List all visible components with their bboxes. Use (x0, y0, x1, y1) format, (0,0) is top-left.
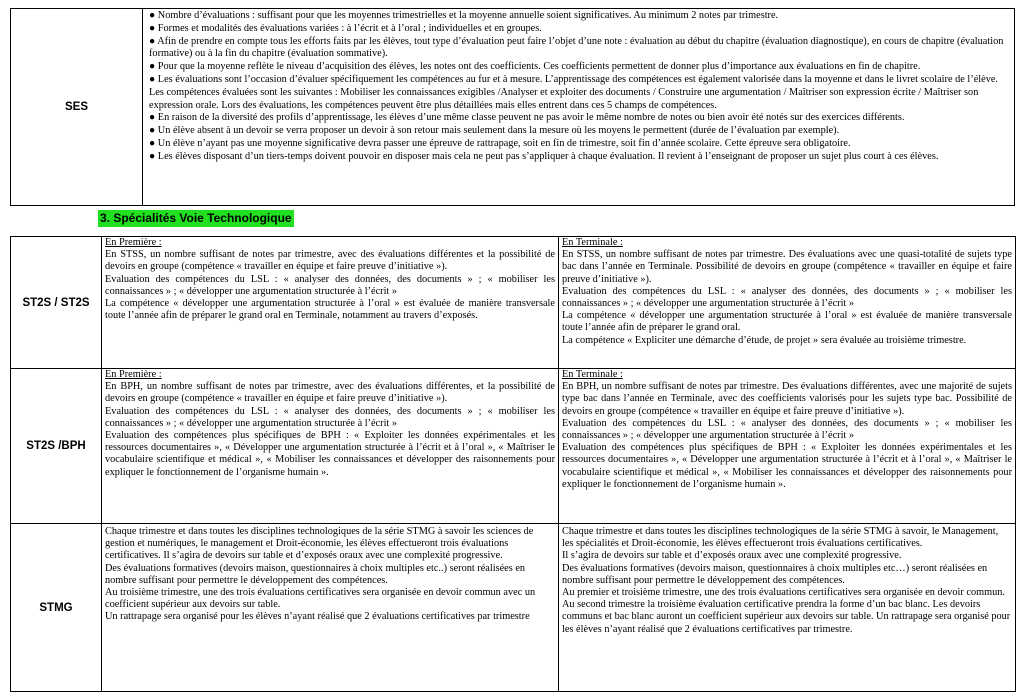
ses-table (10, 8, 1015, 206)
tech-table (10, 236, 1016, 692)
premiere-cell (102, 237, 559, 369)
cell-paragraph: La compétence « développer une argumentation structurée à l’oral » est évaluée de manière transversale toute l’année afin de préparer le grand oral. (562, 310, 1012, 334)
section-heading: 3. Spécialités Voie Technologique (100, 211, 292, 225)
ses-bullet: ● Les élèves disposant d’un tiers-temps doivent pouvoir en disposer mais cela ne peut pas s’appliquer à chaque évaluation. Il revient à l’enseignant de proposer un sujet plus court à ces élèves. (149, 150, 939, 162)
cell-paragraph: Evaluation des compétences du LSL : « analyser des données, des documents » ; « mobiliser les connaissances » ; « développer une argumentation structurée à l’écrit » (105, 273, 555, 297)
ses-content (143, 9, 1015, 206)
cell-paragraph: Chaque trimestre et dans toutes les disciplines technologiques de la série STMG à savoir, le Management, les spécialités et Droit-économie, les élèves effectueront trois évaluations certificatives. (562, 526, 999, 550)
cell-paragraph: La compétence « développer une argumentation structurée à l’oral » est évaluée de manière transversale toute l’année afin de préparer le grand oral en Terminale, notamment au travers d’exposés. (105, 298, 555, 322)
cell-paragraph: Au premier et troisième trimestre, une des trois évaluations certificatives sera organisée en devoir commun. (562, 587, 1005, 599)
premiere-cell (102, 369, 559, 524)
cell-paragraph: En BPH, un nombre suffisant de notes par trimestre, avec des évaluations différentes, et la possibilité de devoirs en groupe (compétence « travailler en équipe et faire preuve d’initiative »). (105, 381, 555, 405)
ses-bullet: ● Un élève n’ayant pas une moyenne significative devra passer une épreuve de rattrapage, soit en fin de trimestre, soit fin d’année scolaire. Cette épreuve sera obligatoire. (149, 137, 851, 149)
cell-paragraph: En BPH, un nombre suffisant de notes par trimestre. Des évaluations différentes, avec une majorité de sujets type bac dans l’année en Terminale, avec des coefficients valorisés pour les sujets type bac. Possibilité de devoirs en groupe (compétence « travailler en équipe et faire preuve d’initiative »). (562, 381, 1012, 417)
ses-bullet: ● Pour que la moyenne reflète le niveau d’acquisition des élèves, les notes ont des coefficients. Ces coefficients permettent de donner plus d’importance aux évaluations en fin de chapitre. (149, 61, 921, 73)
ses-bullet: ● Formes et modalités des évaluations variées : à l’écrit et à l’oral ; individuelles et en groupes. (149, 22, 542, 34)
cell-paragraph: Evaluation des compétences plus spécifiques de BPH : « Exploiter les données expérimentales et les ressources documentaires », « Développer une argumentation structurée à l’écrit et à l’oral », « Maîtriser le vocabulaire scientifique et médical », « Mobiliser les connaissances et développer des raisonnements pour expliquer le fonctionnement de l’organisme humain ». (105, 430, 555, 478)
cell-paragraph: Il s’agira de devoirs sur table et d’exposés oraux avec une complexité progressive. (562, 550, 902, 562)
row-label: STMG (11, 524, 102, 692)
terminale-cell (559, 369, 1016, 524)
cell-paragraph: Chaque trimestre et dans toutes les disciplines technologiques de la série STMG à savoir les sciences de gestion et numériques, le management et Droit-économie, les élèves effectueront trois évaluations certificatives. Il s’agira de devoirs sur table et d’exposés oraux avec une complexité progressive. (105, 526, 534, 562)
cell-title: En Première : (105, 237, 162, 248)
cell-paragraph: La compétence « Expliciter une démarche d’étude, de projet » sera évaluée au troisième trimestre. (562, 334, 967, 346)
cell-title: En Terminale : (562, 237, 623, 248)
cell-paragraph: Evaluation des compétences du LSL : « analyser des données, des documents » ; « mobiliser les connaissances » ; « développer une argumentation structurée à l’écrit » (562, 417, 1012, 442)
row-label: ST2S / ST2S (11, 237, 102, 369)
cell-title: En Première : (105, 369, 162, 380)
cell-paragraph: Un rattrapage sera organisé pour les élèves n’ayant réalisé que 2 évaluations certificatives par trimestre (105, 611, 530, 623)
ses-bullet: ● Nombre d’évaluations : suffisant pour que les moyennes trimestrielles et la moyenne annuelle soient significatives. Au minimum 2 notes par trimestre. (149, 10, 779, 21)
row-label: ST2S /BPH (11, 369, 102, 524)
ses-bullet: ● Un élève absent à un devoir se verra proposer un devoir à son retour mais seulement dans la mesure où les moyens le permettent (durée de l’évaluation par exemple). (149, 125, 840, 137)
cell-paragraph: Des évaluations formatives (devoirs maison, questionnaires à choix multiples etc..) seront réalisées en nombre suffisant pour permettre le développement des compétences. (105, 562, 526, 586)
cell-paragraph: Evaluation des compétences plus spécifiques de BPH : « Exploiter les données expérimentales et les ressources documentaires », « Développer une argumentation structurée à l’écrit et à l’oral », « Maîtriser le vocabulaire scientifique et médical », « Mobiliser les connaissances et développer des raisonnements pour expliquer le fonctionnement de l’organisme humain ». (562, 442, 1012, 490)
ses-bullet: ● En raison de la diversité des profils d’apprentissage, les élèves d’une même classe peuvent ne pas avoir le même nombre de notes ou bien avoir été notés sur des exercices différents. (149, 112, 905, 124)
ses-bullet: ● Les évaluations sont l’occasion d’évaluer spécifiquement les compétences au fur et à mesure. L’apprentissage des compétences est également valorisée dans la moyenne et dans le livret scolaire de l’élève. Les compétences évaluées sont les suivantes : Mobiliser les connaissances exigibles /Analyser et exploiter des documents / Construire une argumentation / Maîtriser son expression écrite / Maîtriser son expression orale. Lors des évaluations, les compétences peuvent être plus détaillées mais elles entrent dans ces 5 champs de compétences. (149, 73, 998, 111)
cell-paragraph: Evaluation des compétences du LSL : « analyser des données, des documents » ; « mobiliser les connaissances » ; « développer une argumentation structurée à l’écrit » (562, 285, 1012, 310)
ses-label: SES (11, 9, 143, 206)
cell-title: En Terminale : (562, 369, 623, 380)
terminale-cell (559, 524, 1016, 692)
cell-paragraph: Au troisième trimestre, une des trois évaluations certificatives sera organisée en devoir commun avec un coefficient supérieur aux devoirs sur table. (105, 587, 536, 611)
ses-bullet: ● Afin de prendre en compte tous les efforts faits par les élèves, tout type d’évaluation peut faire l’objet d’une note : évaluation au début du chapitre (évaluation diagnostique), en cours de chapitre (évaluation formative) ou à la fin du chapitre (évaluation sommative). (149, 35, 1004, 60)
cell-paragraph: En STSS, un nombre suffisant de notes par trimestre. Des évaluations avec une quasi-totalité de sujets type bac dans l’année en Terminale. Possibilité de devoirs en groupe (compétence « travailler en équipe et faire preuve d’initiative »). (562, 249, 1012, 285)
cell-paragraph: Des évaluations formatives (devoirs maison, questionnaires à choix multiples etc…) seront réalisées en nombre suffisant pour permettre le développement des compétences. (562, 562, 988, 586)
cell-paragraph: En STSS, un nombre suffisant de notes par trimestre, avec des évaluations différentes et la possibilité de devoirs en groupe (compétence « travailler en équipe et faire preuve d’initiative »). (105, 249, 555, 273)
premiere-cell (102, 524, 559, 692)
cell-paragraph: Evaluation des compétences du LSL : « analyser des données, des documents » ; « mobiliser les connaissances » ; « développer une argumentation structurée à l’écrit » (105, 405, 555, 429)
terminale-cell (559, 237, 1016, 369)
cell-paragraph: Au second trimestre la troisième évaluation certificative prendra la forme d’un bac blanc. Les devoirs communs et bac blanc auront un coefficient supérieur aux devoirs sur table. Un rattrapage sera organisé pour les élèves n’ayant réalisé que 2 évaluations certificatives par trimestre. (562, 599, 1011, 635)
